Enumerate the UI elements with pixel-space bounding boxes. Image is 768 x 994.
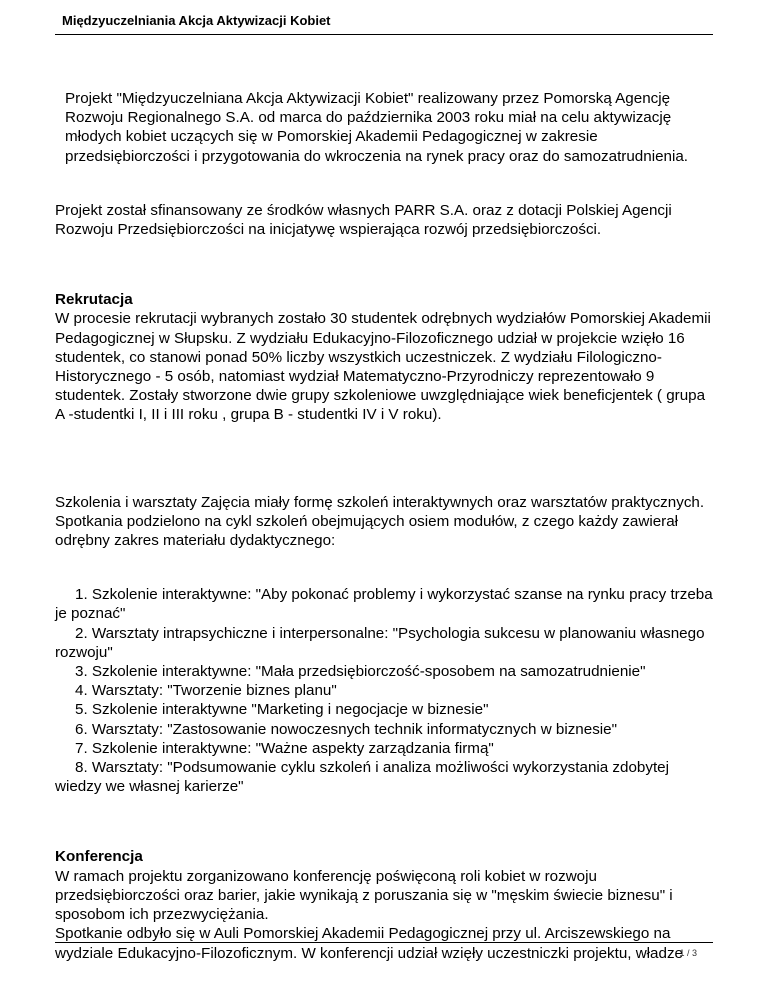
rekrutacja-paragraph: W procesie rekrutacji wybranych zostało 30 studentek odrębnych wydziałów Pomorskiej Akademii Pedagogicznej w Słupsku. Z wydziału Edukacyjno-Filozoficznego udział w projekcie wzięło 16 studentek, co stanowi ponad 50% liczby wszystkich uczestniczek. Z wydziału Filologiczno-Historycznego - 5 osób, natomiast wydział Matematyczno-Przyrodniczy reprezentowało 9 studentek. Zostały stworzone dwie grupy szkoleniowe uwzględniające wiek beneficjentek ( grupa A -studentki I, II i III roku , grupa B - studentki IV i V roku).	[55, 310, 711, 424]
list-item: 1. Szkolenie interaktywne: "Aby pokonać problemy i wykorzystać szanse na rynku pracy trzeba je poznać"	[55, 586, 713, 623]
konferencja-paragraph: W ramach projektu zorganizowano konferencję poświęconą roli kobiet w rozwoju przedsiębiorczości oraz barier, jakie wynikają z poruszania się w "męskim świecie biznesu" i sposobom ich przezwyciężania.	[55, 867, 673, 924]
konferencja-heading: Konferencja	[55, 848, 143, 866]
list-item: 2. Warsztaty intrapsychiczne i interpersonalne: "Psychologia sukcesu w planowaniu własnego rozwoju"	[55, 624, 705, 661]
footer-divider	[55, 942, 713, 943]
rekrutacja-heading: Rekrutacja	[55, 291, 133, 309]
header-divider	[55, 34, 713, 35]
list-item: 3. Szkolenie interaktywne: "Mała przedsiębiorczość-sposobem na samozatrudnienie"	[75, 663, 646, 681]
document-body	[55, 89, 715, 963]
intro-paragraph: Projekt "Międzyuczelniana Akcja Aktywizacji Kobiet" realizowany przez Pomorską Agencję Rozwoju Regionalnego S.A. od marca do października 2003 roku miał na celu aktywizację młodych kobiet uczących się w Pomorskiej Akademii Pedagogicznej w zakresie przedsiębiorczości i przygotowania do wkroczenia na rynek pracy oraz do samozatrudnienia.	[65, 90, 688, 165]
list-item: 5. Szkolenie interaktywne "Marketing i negocjacje w biznesie"	[75, 701, 489, 719]
training-module-list	[55, 585, 715, 796]
document-header-title: Międzyuczelniania Akcja Aktywizacji Kobiet	[62, 13, 331, 28]
list-item: 8. Warsztaty: "Podsumowanie cyklu szkoleń i analiza możliwości wykorzystania zdobytej wiedzy we własnej karierze"	[55, 759, 669, 796]
list-item: 4. Warsztaty: "Tworzenie biznes planu"	[75, 682, 337, 700]
list-item: 6. Warsztaty: "Zastosowanie nowoczesnych technik informatycznych w biznesie"	[75, 720, 618, 738]
konferencja-paragraph-continued: Spotkanie odbyło się w Auli Pomorskiej Akademii Pedagogicznej przy ul. Arciszewskiego na wydziale Edukacyjno-Filozoficznym. W konferencji udział wzięły uczestniczki projektu, władze	[55, 925, 683, 962]
list-item: 7. Szkolenie interaktywne: "Ważne aspekty zarządzania firmą"	[75, 739, 494, 757]
funding-paragraph: Projekt został sfinansowany ze środków własnych PARR S.A. oraz z dotacji Polskiej Agencji Rozwoju Przedsiębiorczości na inicjatywę wspierająca rozwój przedsiębiorczości.	[55, 201, 672, 239]
szkolenia-paragraph: Szkolenia i warsztaty Zajęcia miały formę szkoleń interaktywnych oraz warsztatów praktycznych. Spotkania podzielono na cykl szkoleń obejmujących osiem modułów, z czego każdy zawierał odrębny zakres materiału dydaktycznego:	[55, 493, 705, 550]
page-number: 1 / 3	[679, 948, 697, 958]
